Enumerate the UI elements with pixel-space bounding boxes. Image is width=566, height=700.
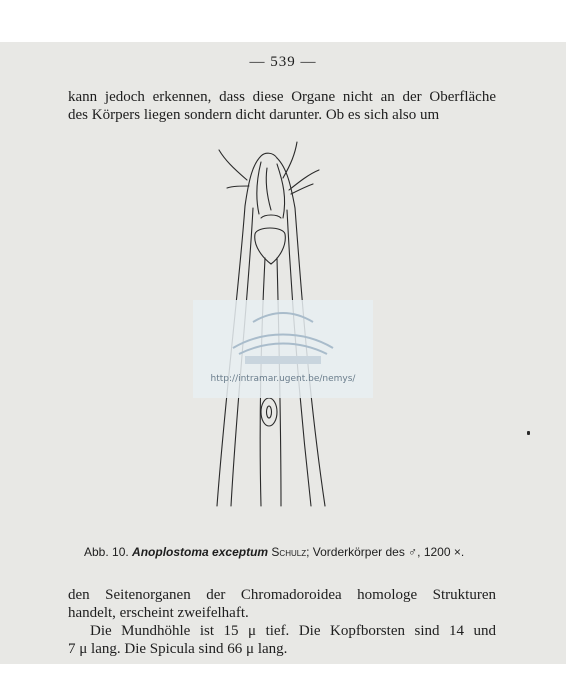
amphid-organ — [255, 228, 286, 264]
text-line-top-2: des Körpers liegen sondern dicht darunter. Ob es sich also um — [68, 107, 440, 123]
excretory-cell — [261, 398, 277, 426]
text-line-measure-1: Die Mundhöhle ist 15 μ tief. Die Kopfborsten sind 14 und — [90, 623, 496, 639]
caption-rest: ; Vorderkörper des ♂, 1200 ×. — [306, 545, 465, 559]
scan-bottom-margin — [0, 664, 566, 700]
text-line-measure-2: 7 μ lang. Die Spicula sind 66 μ lang. — [68, 641, 288, 657]
watermark-url: http://intramar.ugent.be/nemys/ — [210, 374, 356, 384]
amphid-inner — [261, 215, 281, 218]
page-number: — 539 — — [249, 54, 317, 70]
buccal-line — [266, 168, 271, 210]
seta-right-1 — [283, 142, 297, 178]
caption-author: Schulz — [271, 545, 307, 559]
excretory-cell-inner — [267, 406, 272, 418]
caption-label: Abb. 10. — [84, 545, 129, 559]
scan-top-margin — [0, 0, 566, 42]
buccal-cavity-right — [277, 164, 285, 218]
seta-left-2 — [227, 186, 249, 188]
seta-right-2 — [289, 170, 319, 190]
buccal-cavity-left — [257, 162, 261, 214]
scan-speck — [527, 431, 530, 435]
seta-left-1 — [219, 150, 247, 180]
watermark-logo — [193, 300, 373, 374]
repository-watermark — [193, 300, 373, 398]
text-line-bottom-2: handelt, erscheint zweifelhaft. — [68, 605, 249, 621]
text-line-bottom-1: den Seitenorganen der Chromadoroidea homologe Strukturen — [68, 587, 496, 603]
body-outline-left — [245, 153, 277, 206]
text-line-top-1: kann jedoch erkennen, dass diese Organe nicht an der Oberfläche — [68, 89, 496, 105]
figure-caption — [84, 545, 504, 559]
caption-species: Anoplostoma exceptum — [132, 545, 269, 559]
